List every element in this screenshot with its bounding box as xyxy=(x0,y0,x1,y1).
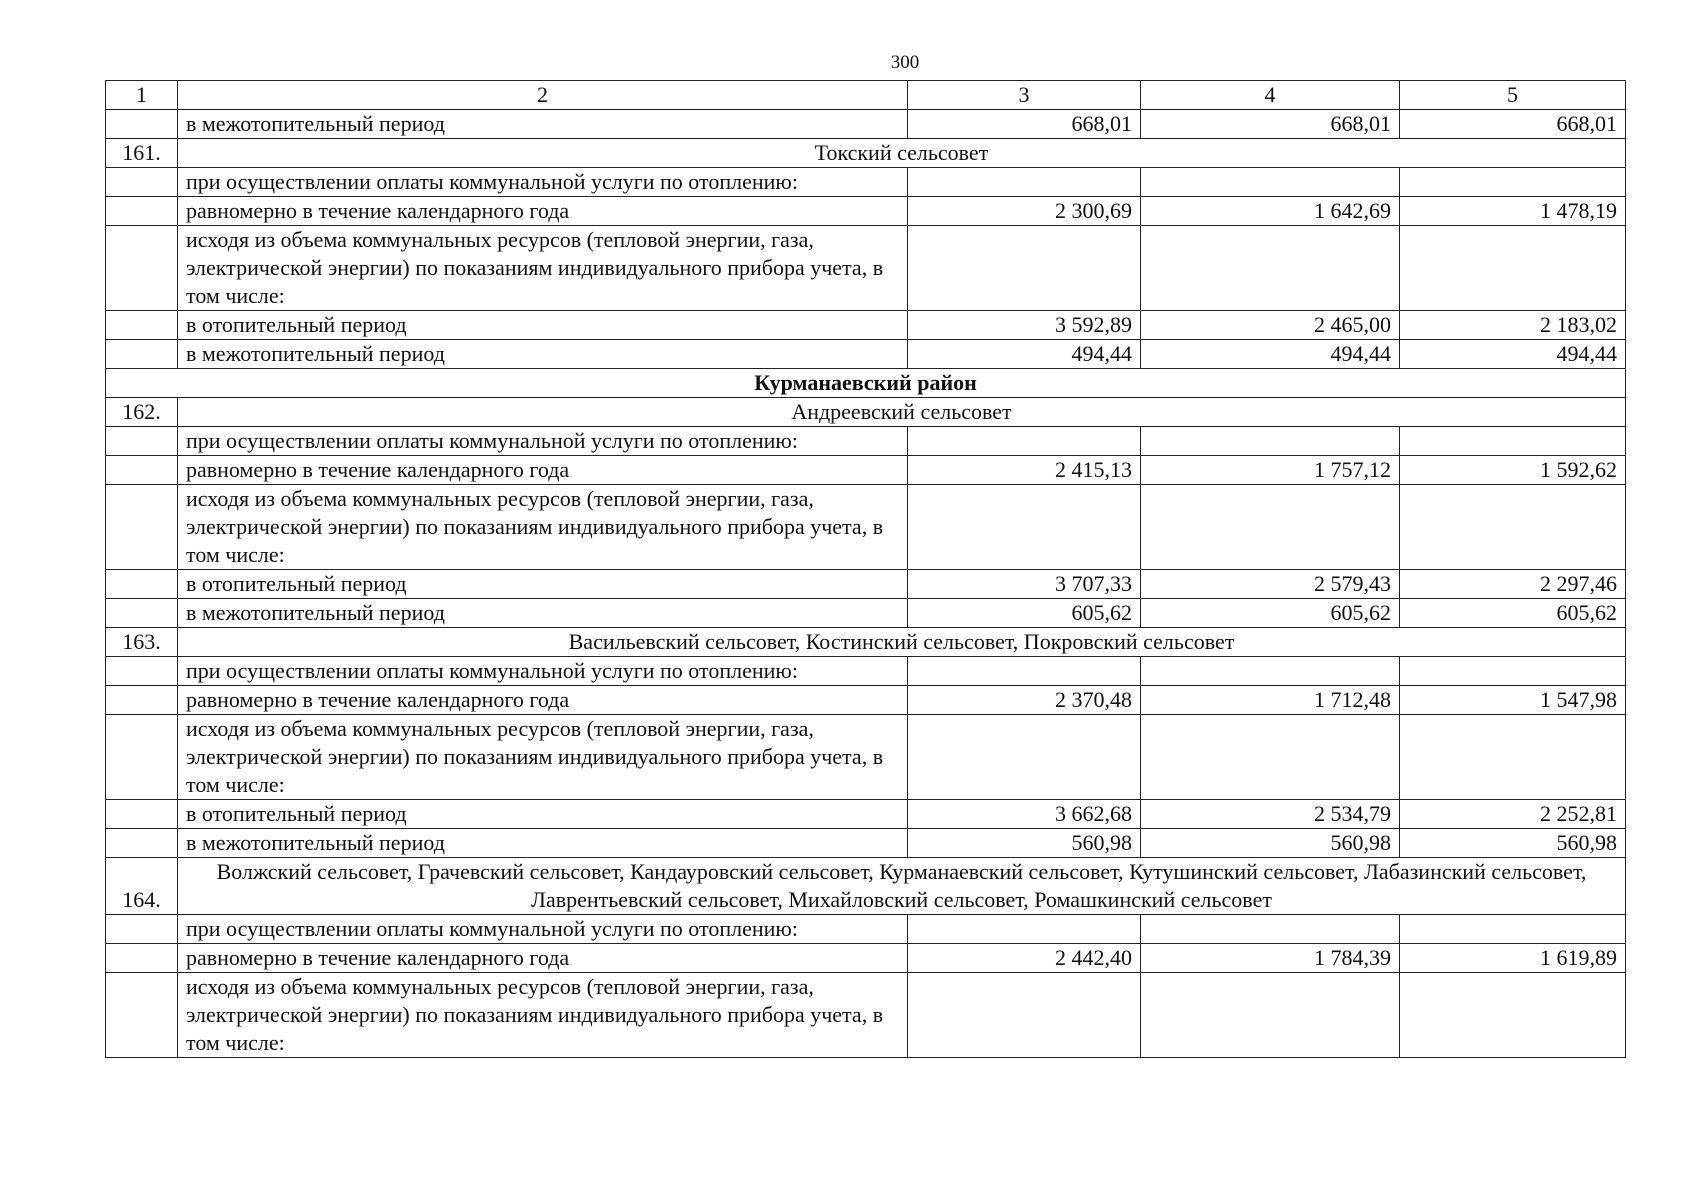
section-title: Волжский сельсовет, Грачевский сельсовет, Кандауровский сельсовет, Курманаевский сельсовет, Кутушинский сельсовет, Лабазинский сельсовет, Лаврентьевский сельсовет, Михайловский сельсовет, Ромашкинский сельсовет xyxy=(178,858,1626,915)
value-col-5 xyxy=(1400,657,1626,686)
page-number: 300 xyxy=(890,52,920,73)
table-row xyxy=(106,197,1626,226)
section-number: 164. xyxy=(106,858,178,915)
value-col-3 xyxy=(908,973,1141,1058)
value-col-3 xyxy=(908,485,1141,570)
table-row xyxy=(106,340,1626,369)
row-number xyxy=(106,973,178,1058)
table-row xyxy=(106,110,1626,139)
value-col-3 xyxy=(908,226,1141,311)
row-number xyxy=(106,427,178,456)
row-number xyxy=(106,456,178,485)
row-number xyxy=(106,570,178,599)
value-col-3: 494,44 xyxy=(908,340,1141,369)
row-label: в отопительный период xyxy=(178,800,908,829)
section-row xyxy=(106,398,1626,427)
value-col-3 xyxy=(908,657,1141,686)
row-number xyxy=(106,915,178,944)
value-col-4: 1 712,48 xyxy=(1141,686,1400,715)
row-number xyxy=(106,829,178,858)
value-col-3: 605,62 xyxy=(908,599,1141,628)
table-row xyxy=(106,226,1626,311)
section-title: Токский сельсовет xyxy=(178,139,1626,168)
value-col-3: 560,98 xyxy=(908,829,1141,858)
table-row xyxy=(106,311,1626,340)
row-number xyxy=(106,110,178,139)
row-label: исходя из объема коммунальных ресурсов (тепловой энергии, газа, электрической энергии) по показаниям индивидуального прибора учета, в том числе: xyxy=(178,226,908,311)
value-col-4 xyxy=(1141,485,1400,570)
value-col-5: 494,44 xyxy=(1400,340,1626,369)
value-col-5: 1 547,98 xyxy=(1400,686,1626,715)
row-number xyxy=(106,197,178,226)
value-col-4 xyxy=(1141,715,1400,800)
table-row xyxy=(106,168,1626,197)
row-number xyxy=(106,657,178,686)
row-number xyxy=(106,686,178,715)
row-label: при осуществлении оплаты коммунальной услуги по отоплению: xyxy=(178,168,908,197)
row-number xyxy=(106,311,178,340)
value-col-3: 668,01 xyxy=(908,110,1141,139)
value-col-5 xyxy=(1400,226,1626,311)
value-col-4 xyxy=(1141,226,1400,311)
value-col-4: 560,98 xyxy=(1141,829,1400,858)
section-row xyxy=(106,858,1626,915)
table-row xyxy=(106,456,1626,485)
value-col-4: 1 757,12 xyxy=(1141,456,1400,485)
row-label: при осуществлении оплаты коммунальной услуги по отоплению: xyxy=(178,427,908,456)
value-col-4: 668,01 xyxy=(1141,110,1400,139)
section-number: 163. xyxy=(106,628,178,657)
header-col-4: 4 xyxy=(1141,81,1400,110)
row-number xyxy=(106,800,178,829)
row-label: в отопительный период xyxy=(178,570,908,599)
table-body xyxy=(106,81,1626,1058)
value-col-3 xyxy=(908,915,1141,944)
table-row xyxy=(106,800,1626,829)
value-col-4 xyxy=(1141,973,1400,1058)
header-col-5: 5 xyxy=(1400,81,1626,110)
value-col-4: 605,62 xyxy=(1141,599,1400,628)
row-number xyxy=(106,944,178,973)
table-row xyxy=(106,570,1626,599)
row-label: исходя из объема коммунальных ресурсов (тепловой энергии, газа, электрической энергии) по показаниям индивидуального прибора учета, в том числе: xyxy=(178,715,908,800)
value-col-4: 1 784,39 xyxy=(1141,944,1400,973)
value-col-4: 1 642,69 xyxy=(1141,197,1400,226)
value-col-4: 2 465,00 xyxy=(1141,311,1400,340)
row-number xyxy=(106,226,178,311)
section-row xyxy=(106,139,1626,168)
value-col-5 xyxy=(1400,973,1626,1058)
header-row xyxy=(106,81,1626,110)
value-col-5: 1 478,19 xyxy=(1400,197,1626,226)
row-number xyxy=(106,715,178,800)
row-label: исходя из объема коммунальных ресурсов (тепловой энергии, газа, электрической энергии) по показаниям индивидуального прибора учета, в том числе: xyxy=(178,973,908,1058)
value-col-4: 2 579,43 xyxy=(1141,570,1400,599)
district-title: Курманаевский район xyxy=(106,369,1626,398)
value-col-3: 2 370,48 xyxy=(908,686,1141,715)
row-label: в межотопительный период xyxy=(178,110,908,139)
value-col-5: 2 252,81 xyxy=(1400,800,1626,829)
table-row xyxy=(106,915,1626,944)
value-col-5: 2 183,02 xyxy=(1400,311,1626,340)
value-col-5: 2 297,46 xyxy=(1400,570,1626,599)
value-col-5: 605,62 xyxy=(1400,599,1626,628)
row-label: при осуществлении оплаты коммунальной услуги по отоплению: xyxy=(178,657,908,686)
value-col-3: 2 415,13 xyxy=(908,456,1141,485)
row-label: в межотопительный период xyxy=(178,340,908,369)
value-col-5 xyxy=(1400,485,1626,570)
header-col-3: 3 xyxy=(908,81,1141,110)
row-label: исходя из объема коммунальных ресурсов (тепловой энергии, газа, электрической энергии) по показаниям индивидуального прибора учета, в том числе: xyxy=(178,485,908,570)
value-col-4: 2 534,79 xyxy=(1141,800,1400,829)
value-col-4 xyxy=(1141,427,1400,456)
value-col-5: 560,98 xyxy=(1400,829,1626,858)
value-col-4 xyxy=(1141,168,1400,197)
value-col-3: 2 442,40 xyxy=(908,944,1141,973)
value-col-5: 668,01 xyxy=(1400,110,1626,139)
row-number xyxy=(106,599,178,628)
value-col-4: 494,44 xyxy=(1141,340,1400,369)
table-row xyxy=(106,657,1626,686)
value-col-3 xyxy=(908,715,1141,800)
value-col-4 xyxy=(1141,915,1400,944)
table-row xyxy=(106,427,1626,456)
table-row xyxy=(106,829,1626,858)
value-col-5 xyxy=(1400,715,1626,800)
district-row xyxy=(106,369,1626,398)
header-col-2: 2 xyxy=(178,81,908,110)
row-label: равномерно в течение календарного года xyxy=(178,456,908,485)
value-col-5: 1 619,89 xyxy=(1400,944,1626,973)
value-col-3 xyxy=(908,168,1141,197)
table-row xyxy=(106,944,1626,973)
value-col-5 xyxy=(1400,427,1626,456)
row-label: в межотопительный период xyxy=(178,829,908,858)
value-col-3 xyxy=(908,427,1141,456)
value-col-3: 3 707,33 xyxy=(908,570,1141,599)
row-label: равномерно в течение календарного года xyxy=(178,686,908,715)
row-label: при осуществлении оплаты коммунальной услуги по отоплению: xyxy=(178,915,908,944)
row-number xyxy=(106,485,178,570)
row-label: в отопительный период xyxy=(178,311,908,340)
section-title: Васильевский сельсовет, Костинский сельсовет, Покровский сельсовет xyxy=(178,628,1626,657)
row-label: равномерно в течение календарного года xyxy=(178,197,908,226)
section-row xyxy=(106,628,1626,657)
table-row xyxy=(106,599,1626,628)
section-number: 161. xyxy=(106,139,178,168)
row-label: равномерно в течение календарного года xyxy=(178,944,908,973)
value-col-3: 3 592,89 xyxy=(908,311,1141,340)
table-row xyxy=(106,485,1626,570)
value-col-5 xyxy=(1400,915,1626,944)
section-title: Андреевский сельсовет xyxy=(178,398,1626,427)
table-row xyxy=(106,715,1626,800)
value-col-3: 3 662,68 xyxy=(908,800,1141,829)
section-number: 162. xyxy=(106,398,178,427)
tariff-table xyxy=(105,80,1626,1058)
table-row xyxy=(106,686,1626,715)
value-col-5: 1 592,62 xyxy=(1400,456,1626,485)
value-col-5 xyxy=(1400,168,1626,197)
row-number xyxy=(106,340,178,369)
header-col-1: 1 xyxy=(106,81,178,110)
row-number xyxy=(106,168,178,197)
table-row xyxy=(106,973,1626,1058)
value-col-3: 2 300,69 xyxy=(908,197,1141,226)
row-label: в межотопительный период xyxy=(178,599,908,628)
value-col-4 xyxy=(1141,657,1400,686)
